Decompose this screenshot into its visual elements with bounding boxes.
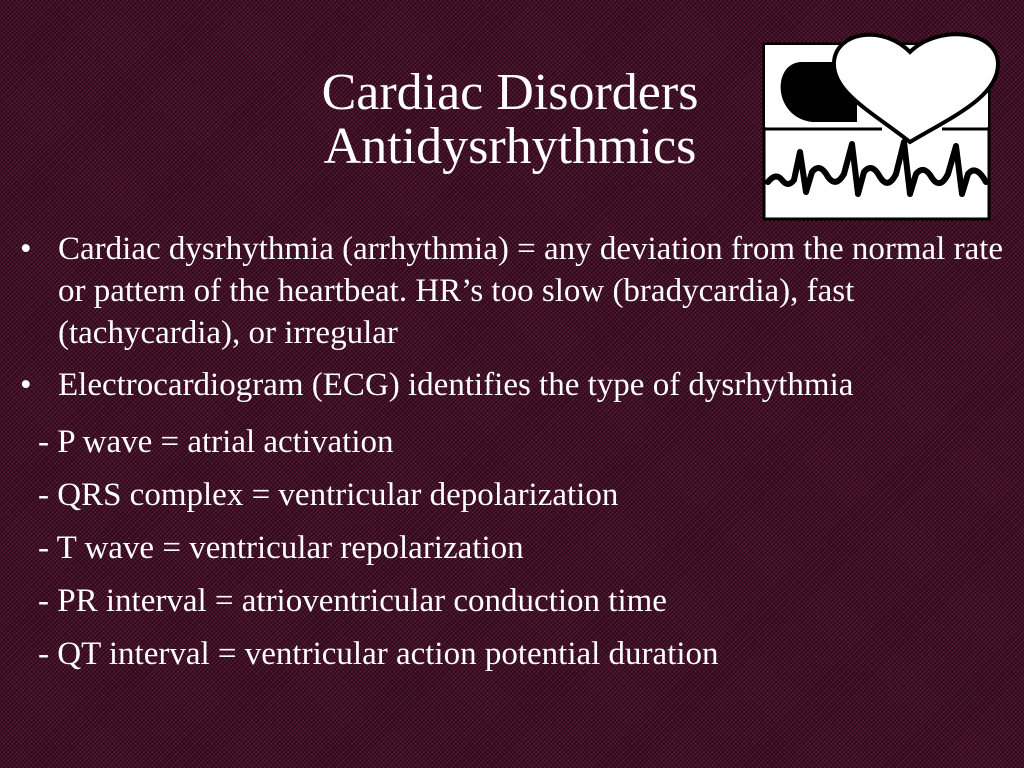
bullet-item	[14, 228, 1004, 354]
sub-item-pr-interval: - PR interval = atrioventricular conduction time	[38, 583, 667, 619]
title-line-2: Antidysrhythmics	[323, 118, 697, 175]
bullet-text: Cardiac dysrhythmia (arrhythmia) = any deviation from the normal rate or pattern of the heartbeat. HR’s too slow (bradycardia), fast (tachycardia), or irregular	[58, 231, 1004, 351]
slide-body	[14, 228, 1004, 681]
slide-title	[250, 66, 770, 174]
bullet-mark: •	[20, 231, 32, 267]
sub-item-p-wave: - P wave = atrial activation	[38, 424, 394, 460]
sub-item-qt-interval: - QT interval = ventricular action potential duration	[38, 636, 719, 672]
bullet-mark: •	[20, 367, 32, 403]
sub-item-qrs-complex: - QRS complex = ventricular depolarization	[38, 477, 619, 513]
heart-ecg-icon	[762, 22, 1002, 222]
sub-item-t-wave: - T wave = ventricular repolarization	[38, 530, 524, 566]
bullet-text: Electrocardiogram (ECG) identifies the type of dysrhythmia	[58, 367, 854, 403]
title-line-1: Cardiac Disorders	[321, 64, 699, 121]
bullet-item	[14, 364, 1004, 406]
